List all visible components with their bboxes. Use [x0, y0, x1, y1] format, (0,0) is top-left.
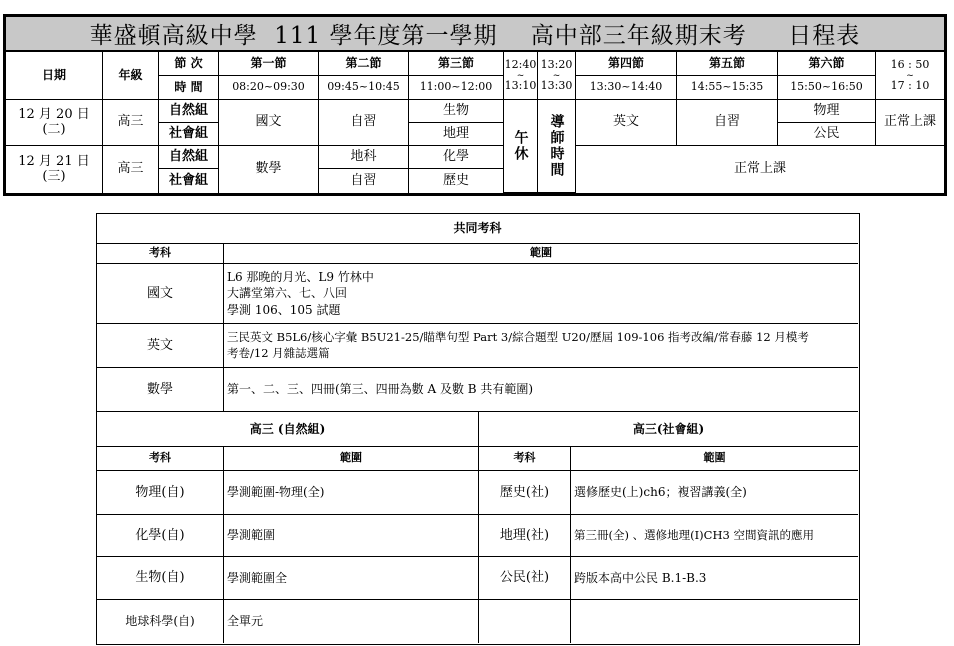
- guide-end-time: 13:30: [540, 78, 573, 92]
- range-line: 學測 106、105 試題: [227, 302, 341, 317]
- tilde-mark: ~: [906, 70, 914, 81]
- day2-period-1: 數學: [219, 146, 319, 193]
- day1-period-3-science: 生物: [409, 100, 504, 123]
- header-grade: 年級: [103, 52, 159, 100]
- header-time-2: 09:45~10:45: [319, 76, 409, 100]
- day1-period-6-social: 公民: [778, 123, 876, 146]
- science-subject-earth-science: 地球科學(自): [97, 600, 224, 643]
- header-guide-time: [538, 52, 576, 100]
- lunch-break: [504, 100, 538, 193]
- day2-period-3-social: 歷史: [409, 169, 504, 193]
- lunch-end-time: 13:10: [504, 78, 537, 92]
- day2-weekday: (三): [42, 168, 66, 184]
- exam-schedule-table: [3, 14, 947, 196]
- common-subject-math: 數學: [97, 368, 224, 412]
- social-range-empty: [571, 600, 858, 643]
- day2-group-science: 自然組: [159, 146, 219, 169]
- common-subject-chinese: 國文: [97, 264, 224, 324]
- day1-date: [6, 100, 103, 146]
- social-range-civics: 跨版本高中公民 B.1-B.3: [571, 557, 858, 600]
- header-end-time: [876, 52, 944, 100]
- end-start-time: 16 : 50: [890, 57, 930, 71]
- schedule-grid: [6, 52, 944, 193]
- common-col-subject: 考科: [97, 244, 224, 264]
- common-range-english: [224, 324, 858, 368]
- social-group-title: 高三(社會組): [479, 412, 858, 447]
- day2-date-text: 12 月 21 日: [18, 153, 90, 169]
- science-range-earth-science: 全單元: [224, 600, 479, 643]
- tilde-mark: ~: [552, 70, 561, 81]
- science-subject-biology: 生物(自): [97, 557, 224, 600]
- common-range-chinese: [224, 264, 858, 324]
- header-lunch-time: [504, 52, 538, 100]
- day1-group-science: 自然組: [159, 100, 219, 123]
- social-subject-history: 歷史(社): [479, 471, 571, 515]
- science-range-chemistry: 學測範圍: [224, 515, 479, 557]
- day1-period-5: 自習: [677, 100, 778, 146]
- social-subject-empty: [479, 600, 571, 643]
- social-col-range: 範圍: [571, 447, 858, 471]
- header-time-5: 14:55~15:35: [677, 76, 778, 100]
- day2-date: [6, 146, 103, 193]
- day1-group-social: 社會組: [159, 123, 219, 146]
- range-line: L6 那晚的月光、L9 竹林中: [227, 270, 374, 285]
- science-col-subject: 考科: [97, 447, 224, 471]
- common-range-math: 第一、二、三、四冊(第三、四冊為數 A 及數 B 共有範圍): [224, 368, 858, 412]
- science-subject-chemistry: 化學(自): [97, 515, 224, 557]
- day2-grade: 高三: [103, 146, 159, 193]
- header-period-5: 第五節: [677, 52, 778, 76]
- day1-period-4: 英文: [576, 100, 677, 146]
- science-range-biology: 學測範圍全: [224, 557, 479, 600]
- science-group-title: 高三 (自然組): [97, 412, 479, 447]
- header-time: 時 間: [159, 76, 219, 100]
- end-end-time: 17 : 10: [890, 78, 930, 92]
- science-range-physics: 學測範圍-物理(全): [224, 471, 479, 515]
- header-period-6: 第六節: [778, 52, 876, 76]
- day2-period-2-social: 自習: [319, 169, 409, 193]
- day1-period-6-science: 物理: [778, 100, 876, 123]
- header-time-1: 08:20~09:30: [219, 76, 319, 100]
- social-subject-geography: 地理(社): [479, 515, 571, 557]
- header-date: 日期: [6, 52, 103, 100]
- header-time-6: 15:50~16:50: [778, 76, 876, 100]
- day2-period-3-science: 化學: [409, 146, 504, 169]
- header-period-3: 第三節: [409, 52, 504, 76]
- header-period-1: 第一節: [219, 52, 319, 76]
- range-line: 大講堂第六、七、八回: [227, 286, 348, 301]
- tilde-mark: ~: [516, 70, 525, 81]
- lunch-start-time: 12:40: [504, 57, 537, 71]
- header-period-2: 第二節: [319, 52, 409, 76]
- common-subject-english: 英文: [97, 324, 224, 368]
- schedule-title: 華盛頓高級中學 111 學年度第一學期 高中部三年級期末考 日程表: [6, 17, 944, 52]
- lunch-break-label: 午休: [512, 130, 529, 162]
- range-line: 考卷/12 月雜誌選篇: [227, 345, 330, 360]
- header-period-4: 第四節: [576, 52, 677, 76]
- social-range-geography: 第三冊(全) 、選修地理(I)CH3 空間資訊的應用: [571, 515, 858, 557]
- science-subject-physics: 物理(自): [97, 471, 224, 515]
- common-col-range: 範圍: [224, 244, 858, 264]
- day2-group-social: 社會組: [159, 169, 219, 193]
- common-subjects-title: 共同考科: [97, 214, 858, 244]
- science-col-range: 範圍: [224, 447, 479, 471]
- day1-end-session: 正常上課: [876, 100, 944, 146]
- day1-period-3-social: 地理: [409, 123, 504, 146]
- guide-start-time: 13:20: [540, 57, 573, 71]
- social-range-history: 選修歷史(上)ch6；複習講義(全): [571, 471, 858, 515]
- social-col-subject: 考科: [479, 447, 571, 471]
- day2-period-2-science: 地科: [319, 146, 409, 169]
- social-subject-civics: 公民(社): [479, 557, 571, 600]
- range-line: 三民英文 B5L6/核心字彙 B5U21-25/瞄準句型 Part 3/綜合題型 U20/歷屆 109-106 指考改編/常春藤 12 月模考: [227, 329, 809, 344]
- day1-period-1: 國文: [219, 100, 319, 146]
- header-time-4: 13:30~14:40: [576, 76, 677, 100]
- homeroom-time-label: 導師時間: [548, 114, 565, 178]
- day1-grade: 高三: [103, 100, 159, 146]
- header-period: 節 次: [159, 52, 219, 76]
- header-time-3: 11:00~12:00: [409, 76, 504, 100]
- homeroom-time: [538, 100, 576, 193]
- day1-period-2: 自習: [319, 100, 409, 146]
- exam-scope-table: [96, 213, 860, 645]
- day1-date-text: 12 月 20 日: [18, 106, 90, 122]
- day2-afternoon: 正常上課: [733, 161, 786, 177]
- day1-weekday: (二): [42, 121, 66, 137]
